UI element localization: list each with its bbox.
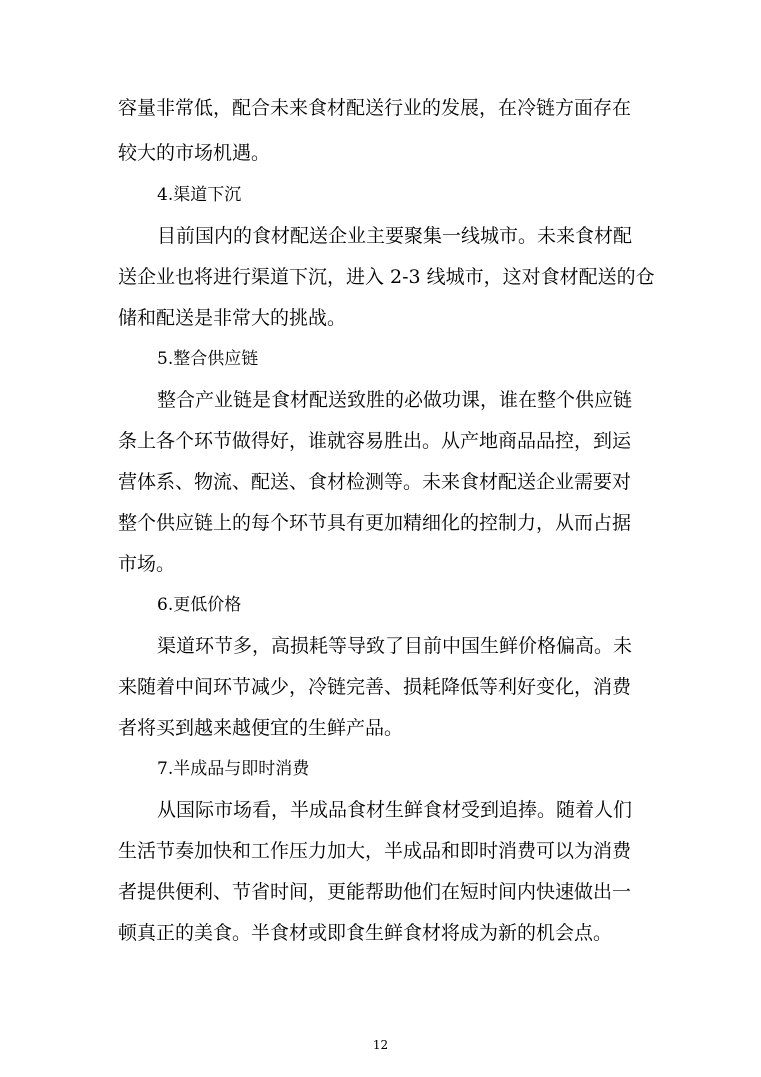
paragraph-line: 送企业也将进行渠道下沉，进入 2-3 线城市，这对食材配送的仓 (118, 266, 655, 288)
paragraph-line: 容量非常低，配合未来食材配送行业的发展，在冷链方面存在 (118, 97, 632, 119)
section-heading: 5.整合供应链 (157, 349, 259, 369)
section-heading: 4.渠道下沉 (157, 185, 242, 205)
paragraph-line: 整合产业链是食材配送致胜的必做功课，谁在整个供应链 (157, 389, 633, 411)
paragraph-line: 营体系、物流、配送、食材检测等。未来食材配送企业需要对 (118, 471, 632, 493)
section-heading: 6.更低价格 (157, 595, 242, 615)
paragraph-line: 市场。 (118, 553, 176, 575)
paragraph-line: 整个供应链上的每个环节具有更加精细化的控制力，从而占据 (118, 512, 632, 534)
paragraph-line: 渠道环节多，高损耗等导致了目前中国生鲜价格偏高。未 (157, 635, 633, 657)
paragraph-line: 较大的市场机遇。 (118, 142, 271, 164)
page-number: 12 (372, 1038, 389, 1052)
paragraph-line: 目前国内的食材配送企业主要聚集一线城市。未来食材配 (157, 225, 633, 247)
paragraph-line: 者提供便利、节省时间，更能帮助他们在短时间内快速做出一 (118, 881, 632, 903)
paragraph-line: 顿真正的美食。半食材或即食生鲜食材将成为新的机会点。 (118, 922, 613, 944)
paragraph-line: 储和配送是非常大的挑战。 (118, 307, 347, 329)
paragraph-line: 生活节奏加快和工作压力加大，半成品和即时消费可以为消费 (118, 840, 632, 862)
paragraph-line: 者将买到越来越便宜的生鲜产品。 (118, 717, 404, 739)
paragraph-line: 条上各个环节做得好，谁就容易胜出。从产地商品品控，到运 (118, 430, 632, 452)
section-heading: 7.半成品与即时消费 (157, 759, 310, 779)
paragraph-line: 来随着中间环节减少，冷链完善、损耗降低等利好变化，消费 (118, 676, 632, 698)
paragraph-line: 从国际市场看，半成品食材生鲜食材受到追捧。随着人们 (157, 799, 633, 821)
